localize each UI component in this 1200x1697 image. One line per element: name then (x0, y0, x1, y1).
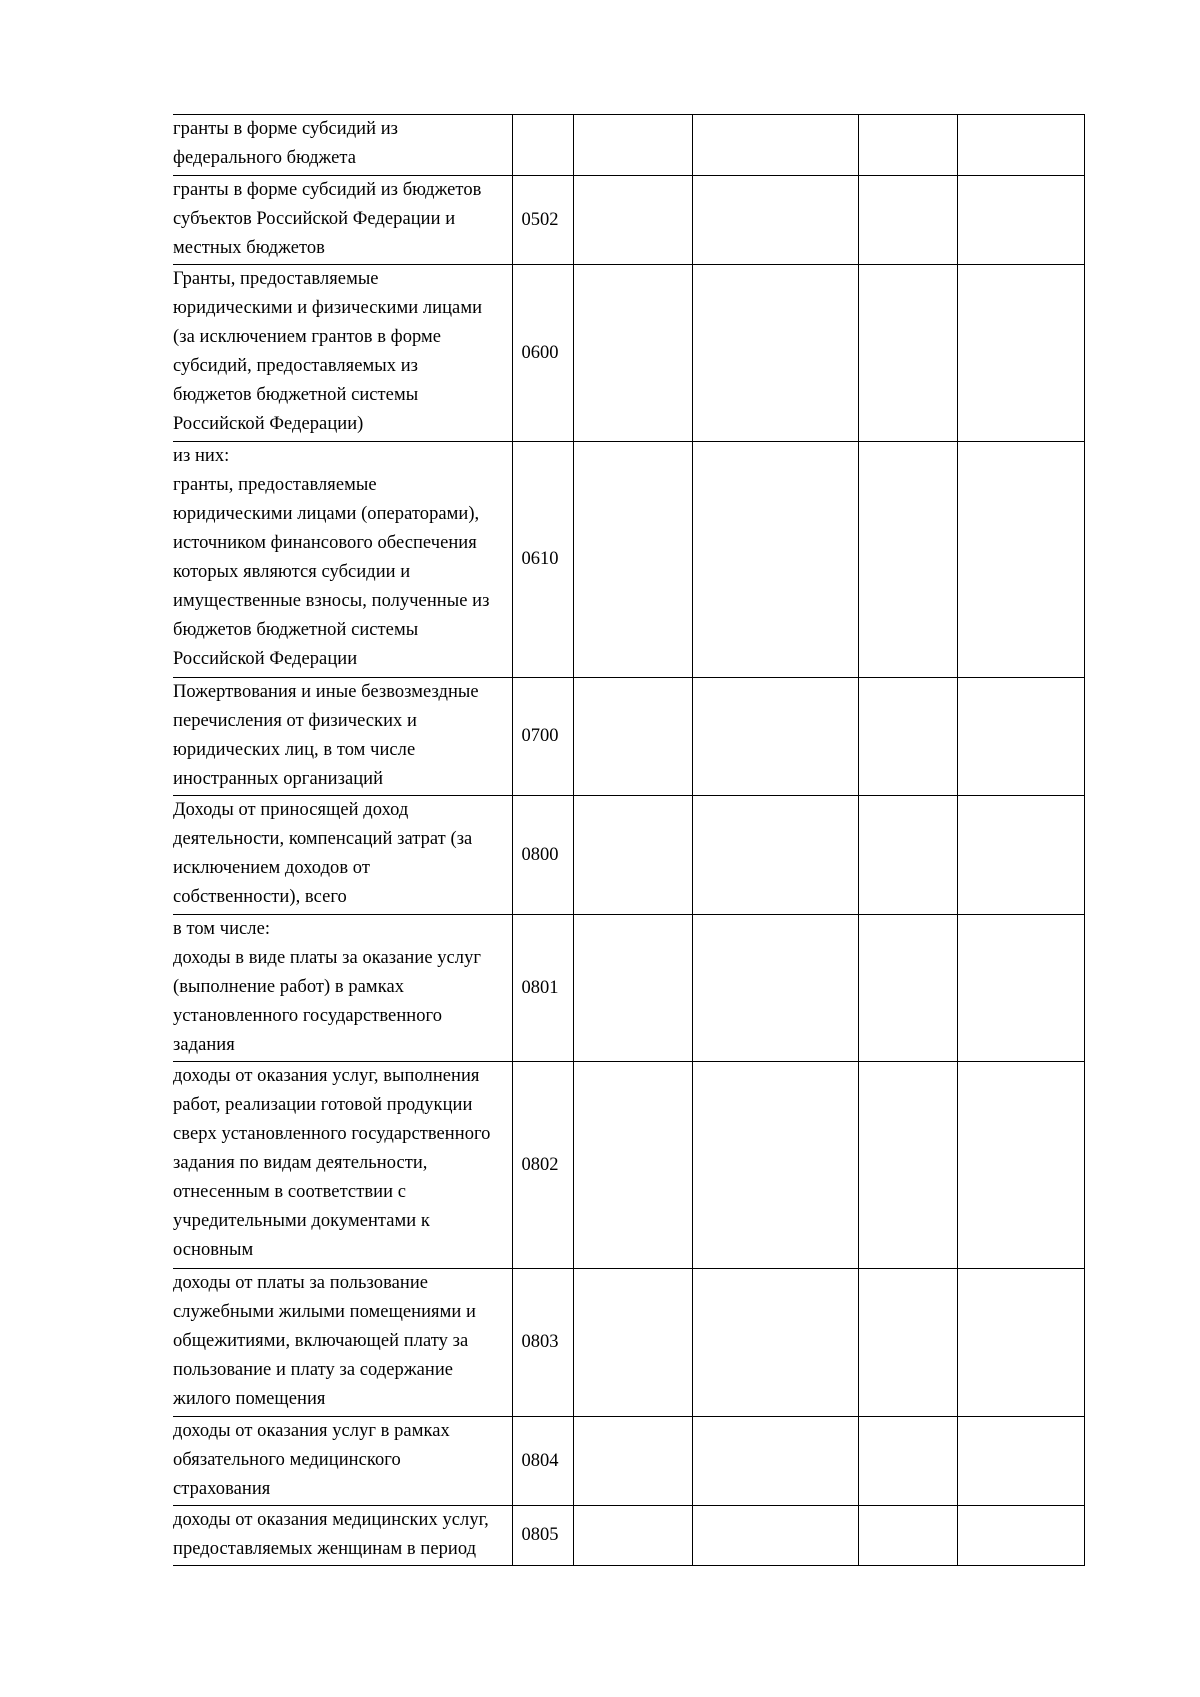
row-code: 0600 (512, 265, 573, 442)
row-code: 0700 (512, 678, 573, 796)
row-label: Гранты, предоставляемые юридическими и физическими лицами (за исключением грантов в форме субсидий, предоставляемых из бюджетов бюджетной системы Российской Федерации) (173, 265, 512, 442)
row-code: 0502 (512, 176, 573, 265)
value-cell (692, 1506, 858, 1566)
table-row (173, 176, 1084, 265)
table-row (173, 678, 1084, 796)
value-cell (858, 678, 957, 796)
table-row (173, 265, 1084, 442)
value-cell (858, 1506, 957, 1566)
value-cell (957, 915, 1084, 1062)
table-row (173, 1062, 1084, 1269)
row-code: 0803 (512, 1269, 573, 1417)
value-cell (692, 176, 858, 265)
value-cell (573, 176, 692, 265)
value-cell (858, 1062, 957, 1269)
value-cell (858, 796, 957, 915)
value-cell (573, 796, 692, 915)
table-row (173, 796, 1084, 915)
value-cell (858, 1417, 957, 1506)
row-code: 0800 (512, 796, 573, 915)
row-code: 0804 (512, 1417, 573, 1506)
row-code: 0805 (512, 1506, 573, 1566)
row-code: 0610 (512, 442, 573, 678)
value-cell (692, 115, 858, 176)
value-cell (957, 1062, 1084, 1269)
row-label: Пожертвования и иные безвозмездные перечисления от физических и юридических лиц, в том числе иностранных организаций (173, 678, 512, 796)
value-cell (573, 265, 692, 442)
value-cell (957, 1506, 1084, 1566)
value-cell (957, 796, 1084, 915)
value-cell (957, 265, 1084, 442)
value-cell (573, 1506, 692, 1566)
row-label: гранты в форме субсидий из бюджетов субъектов Российской Федерации и местных бюджетов (173, 176, 512, 265)
value-cell (957, 176, 1084, 265)
value-cell (692, 1417, 858, 1506)
value-cell (858, 915, 957, 1062)
value-cell (957, 115, 1084, 176)
value-cell (692, 915, 858, 1062)
value-cell (858, 1269, 957, 1417)
row-label: доходы от оказания медицинских услуг, предоставляемых женщинам в период (173, 1506, 512, 1566)
value-cell (692, 796, 858, 915)
value-cell (573, 1417, 692, 1506)
row-label: гранты в форме субсидий из федерального бюджета (173, 115, 512, 176)
row-label: Доходы от приносящей доход деятельности, компенсаций затрат (за исключением доходов от собственности), всего (173, 796, 512, 915)
table-row (173, 442, 1084, 678)
table-row (173, 115, 1084, 176)
row-code (512, 115, 573, 176)
value-cell (858, 176, 957, 265)
value-cell (692, 1269, 858, 1417)
row-label: доходы от оказания услуг в рамках обязательного медицинского страхования (173, 1417, 512, 1506)
value-cell (957, 1269, 1084, 1417)
row-label: в том числе: доходы в виде платы за оказание услуг (выполнение работ) в рамках установленного государственного задания (173, 915, 512, 1062)
value-cell (858, 115, 957, 176)
table-row (173, 1417, 1084, 1506)
value-cell (957, 442, 1084, 678)
value-cell (573, 1062, 692, 1269)
value-cell (573, 915, 692, 1062)
value-cell (692, 442, 858, 678)
value-cell (692, 265, 858, 442)
row-code: 0802 (512, 1062, 573, 1269)
table-row (173, 1269, 1084, 1417)
income-table (173, 114, 1085, 1566)
value-cell (858, 442, 957, 678)
value-cell (957, 1417, 1084, 1506)
value-cell (573, 678, 692, 796)
row-label: доходы от платы за пользование служебными жилыми помещениями и общежитиями, включающей плату за пользование и плату за содержание жилого помещения (173, 1269, 512, 1417)
value-cell (573, 115, 692, 176)
table-row (173, 1506, 1084, 1566)
value-cell (692, 678, 858, 796)
value-cell (858, 265, 957, 442)
row-code: 0801 (512, 915, 573, 1062)
row-label: доходы от оказания услуг, выполнения работ, реализации готовой продукции сверх установленного государственного задания по видам деятельности, отнесенным в соответствии с учредительными документами к основным (173, 1062, 512, 1269)
value-cell (957, 678, 1084, 796)
value-cell (573, 442, 692, 678)
row-label: из них: гранты, предоставляемые юридическими лицами (операторами), источником финансового обеспечения которых являются субсидии и имущественные взносы, полученные из бюджетов бюджетной системы Российской Федерации (173, 442, 512, 678)
table-row (173, 915, 1084, 1062)
value-cell (573, 1269, 692, 1417)
value-cell (692, 1062, 858, 1269)
